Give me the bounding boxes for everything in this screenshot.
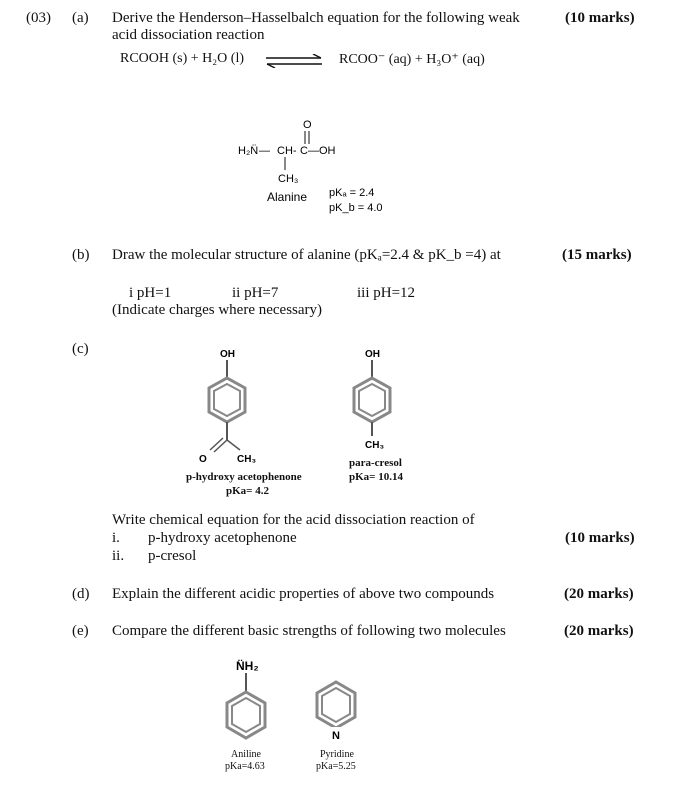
part-d-marks: (20 marks) [564,586,634,602]
acetophenone-o: O [199,454,207,465]
part-b-note: (Indicate charges where necessary) [112,302,323,318]
acetophenone-oh: OH [220,349,235,360]
aniline-nh2: N̈H₂ [236,659,259,673]
para-cresol-structure [335,340,415,455]
pyridine-name: Pyridine [320,749,354,760]
acetophenone-pka: pKa= 4.2 [226,485,269,497]
part-a-label: (a) [72,10,89,26]
part-b-label: (b) [72,247,90,263]
acetophenone-ch3: CH₃ [237,454,257,465]
cresol-name: para-cresol [349,457,402,469]
alanine-name: Alanine [267,190,308,204]
part-b-marks: (15 marks) [562,247,632,263]
part-c-item-ii: p-cresol [148,548,197,564]
part-d-label: (d) [72,586,90,602]
ph-option-ii: ii pH=7 [232,285,279,301]
part-c-item-i: p-hydroxy acetophenone [148,530,297,546]
alanine-pka: pKₐ = 2.4 [329,187,375,199]
ph-option-iii: iii pH=12 [357,285,416,301]
alanine-carbonyl-o: O [303,119,312,131]
pyridine-structure [303,672,373,750]
part-c-label: (c) [72,341,89,357]
part-c-marks: (10 marks) [565,530,635,546]
part-c-text: Write chemical equation for the acid dissociation reaction of [112,512,475,528]
cresol-oh: OH [365,349,380,360]
pyridine-n: N [332,730,340,742]
alanine-amine: H₂N̈ [238,145,259,157]
part-a-text-line1: Derive the Henderson–Hasselbalch equation for the following weak [112,10,520,26]
reaction-products: RCOO⁻ (aq) + H₃O⁺ (aq) [339,52,485,67]
equilibrium-arrow-icon [263,54,325,68]
cresol-pka: pKa= 10.14 [349,471,403,483]
pyridine-pka: pKa=5.25 [316,761,356,772]
alanine-ch: CH- [277,145,297,157]
p-hydroxy-acetophenone-structure [190,340,280,470]
part-a-marks: (10 marks) [565,10,635,26]
part-c-item-ii-num: ii. [112,548,125,564]
alanine-structure [232,112,402,222]
part-a-text-line2: acid dissociation reaction [112,27,265,43]
reaction-reactants: RCOOH (s) + H₂O (l) [120,51,244,66]
alanine-carbonyl-c: C [300,145,308,157]
aniline-pka: pKa=4.63 [225,761,265,772]
alanine-dash: — [259,145,270,157]
ph-option-i: i pH=1 [129,285,172,301]
part-e-text: Compare the different basic strengths of following two molecules [112,623,506,639]
aniline-structure [210,648,280,750]
question-number: (03) [26,10,51,26]
part-b-text: Draw the molecular structure of alanine (pKₐ=2.4 & pK_b =4) at [112,247,501,263]
part-d-text: Explain the different acidic properties of above two compounds [112,586,495,602]
part-c-item-i-num: i. [112,530,120,546]
aniline-name: Aniline [231,749,261,760]
alanine-oh: —OH [308,145,336,157]
alanine-pkb: pK_b = 4.0 [329,202,383,214]
acetophenone-name: p-hydroxy acetophenone [186,471,302,483]
alanine-methyl: CH₃ [278,173,299,185]
cresol-ch3: CH₃ [365,440,385,451]
part-e-label: (e) [72,623,89,639]
part-e-marks: (20 marks) [564,623,634,639]
